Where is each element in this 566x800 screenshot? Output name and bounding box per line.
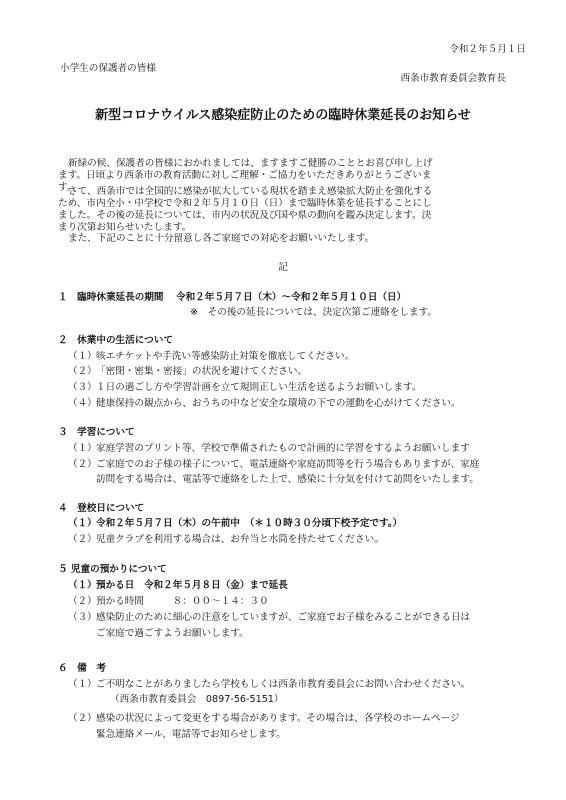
section-6-title: ６ 備 考: [58, 663, 106, 674]
item-number: （３）: [68, 612, 97, 623]
item-number: （１）: [68, 580, 97, 591]
section-2-item-1: [68, 351, 354, 363]
item-number: （１）: [68, 443, 97, 454]
intro-p2-line-4: まり次第お知らせいたします。: [58, 222, 192, 233]
item-text: 咳エチケットや手洗い等感染防止対策を徹底してください。: [96, 351, 355, 362]
section-6-item-2-cont: 緊急連絡メール、電話等でお知らせします。: [96, 729, 286, 740]
issue-date: 令和２年５月１日: [449, 44, 526, 55]
section-6-item-2: [68, 713, 460, 725]
section-5-title: ５ 児童の預かりについて: [58, 564, 167, 575]
item-text: １日の過ごし方や学習計画を立て規則正しい生活を送るようお願いします。: [96, 382, 422, 393]
item-number: （２）: [68, 713, 97, 724]
section-5-item-3: [68, 612, 470, 624]
item-number: （２）: [68, 596, 97, 607]
section-1-period: 令和２年５月７日（木）～令和２年５月１０日（日）: [176, 292, 407, 303]
item-number: （２）: [68, 366, 97, 377]
item-text: 健康保持の観点から、おうちの中など安全な環境の下での運動を心がけてください。: [96, 398, 461, 409]
intro-paragraph-2: [58, 186, 530, 234]
intro-p2-line-1: さて、西条市では全国的に感染が拡大している現状を踏まえ感染拡大防止を強化する: [68, 186, 433, 197]
section-2-item-3: [68, 382, 421, 394]
contact-info: （西条市教育委員会 0897-56-5151）: [110, 694, 284, 705]
intro-p2-line-2: ため、市内全小・中学校で令和２年５月１０日（日）まで臨時休業を延長することにし: [58, 198, 432, 209]
section-4-title: ４ 登校日について: [58, 503, 145, 514]
section-3-item-2: [68, 459, 479, 471]
item-text: 預かる日 令和２年５月８日（金）まで延長: [96, 580, 288, 591]
sender: 西条市教育委員会教育長: [400, 73, 506, 84]
intro-p1-line-2: ます。日頃より西条市の教育活動に対しご理解・ご協力をいただきありがとうございま: [58, 170, 432, 181]
section-5-item-1: [68, 580, 288, 592]
intro-p3-line-1: また、下記のことに十分留意し各ご家庭での対応をお願いいたします。: [68, 233, 375, 244]
section-4-item-1: [68, 518, 402, 530]
section-5-item-3-cont: ご家庭で過ごすようお願いします。: [96, 628, 249, 639]
ki-marker: 記: [278, 262, 288, 273]
section-1-title: １ 臨時休業延長の期間: [58, 292, 164, 303]
item-number: （１）: [68, 351, 97, 362]
item-text: ご不明なことがありましたら学校もしくは西条市教育委員会にお問い合わせください。: [96, 679, 471, 690]
intro-p1-line-3: す。: [58, 182, 77, 193]
section-6-item-1: [68, 679, 470, 691]
section-2-item-4: [68, 398, 461, 410]
intro-p1-line-1: 新緑の候、保護者の皆様におかれましては、ますますご健勝のこととお喜び申し上げ: [68, 158, 433, 169]
item-text: 令和２年５月７日（木）の午前中 （＊１０時３０分頃下校予定です。）: [96, 518, 403, 529]
section-2-item-2: [68, 366, 307, 378]
item-number: （４）: [68, 398, 97, 409]
item-number: （２）: [68, 459, 97, 470]
item-text: 感染の状況によって変更をする場合があります。その場合は、各学校のホームページ: [96, 713, 460, 724]
section-4-item-2: [68, 534, 384, 546]
item-text: 預かる時間 ８：００～１４：３０: [96, 596, 269, 607]
section-3-item-1: [68, 443, 470, 455]
item-text: 感染防止のために細心の注意をしていますが、ご家庭でお子様をみることができる日は: [96, 612, 471, 623]
item-text: 児童クラブを利用する場合は、お弁当と水筒を持たせてください。: [96, 534, 384, 545]
document-title: 新型コロナウイルス感染症防止のための臨時休業延長のお知らせ: [95, 108, 471, 123]
section-3-title: ３ 学習について: [58, 427, 135, 438]
recipient: 小学生の保護者の皆様: [60, 63, 156, 74]
item-text: 「密閉・密集・密接」の状況を避けてください。: [96, 366, 308, 377]
item-number: （３）: [68, 382, 97, 393]
item-text: 家庭学習のプリント等、学校で準備されたもので計画的に学習をするようお願いします: [96, 443, 470, 454]
item-number: （１）: [68, 518, 97, 529]
section-1-note: ※ その後の延長については、決定次第ご連絡をします。: [190, 307, 437, 318]
section-2-title: ２ 休業中の生活について: [58, 335, 173, 346]
section-5-item-2: [68, 596, 269, 608]
item-text: ご家庭でのお子様の様子について、電話連絡や家庭訪問等を行う場合もありますが、家庭: [96, 459, 480, 470]
item-number: （１）: [68, 679, 97, 690]
item-number: （２）: [68, 534, 97, 545]
section-3-item-2-cont: 訪問をする場合は、電話等で連絡をした上で、感染に十分気を付けて訪問をいたします。: [96, 474, 479, 485]
intro-paragraph-3: [58, 233, 530, 245]
intro-p2-line-3: ました。その後の延長については、市内の状況及び国や県の動向を鑑み決定します。決: [58, 210, 432, 221]
